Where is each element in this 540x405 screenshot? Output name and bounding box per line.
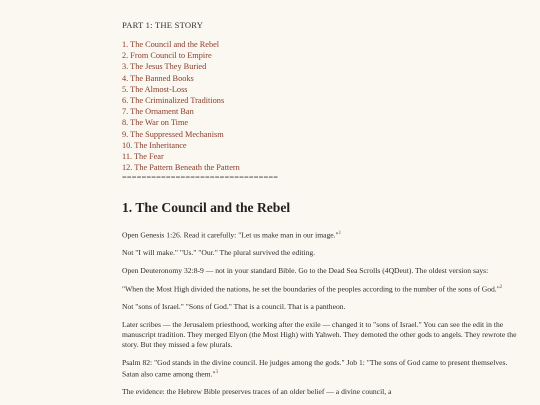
paragraph-text: Open Deuteronomy 32:8-9 — not in your standard Bible. Go to the Dead Sea Scrolls (4QDeut). The oldest version says: [122,265,489,275]
paragraph [122,302,522,312]
paragraph [122,358,522,380]
toc-item[interactable] [122,140,522,151]
toc-item[interactable] [122,151,522,162]
divider-rule: ================================ [122,173,279,183]
toc-item[interactable] [122,84,522,95]
toc-item[interactable] [122,95,522,106]
toc-item[interactable] [122,117,522,128]
paragraph [122,266,522,276]
toc-item[interactable] [122,129,522,140]
paragraph-text: The evidence: the Hebrew Bible preserves traces of an older belief — a divine council, a [122,387,392,397]
paragraph [122,283,522,295]
toc-link[interactable]: 2. From Council to Empire [122,51,212,61]
toc-link[interactable]: 8. The War on Time [122,118,189,128]
toc-item[interactable] [122,162,522,173]
toc-item[interactable] [122,39,522,50]
paragraph [122,320,522,351]
toc-item[interactable] [122,106,522,117]
paragraph-text: Later scribes — the Jerusalem priesthood, working after the exile — changed it to "sons of Israel." You can see the edit in the manuscript tradition. They merged Elyon (the Most High) with Yahweh. They demoted the other gods to angels. They rewrote the story. But they missed a few plurals. [122,319,517,350]
section-heading: 1. The Council and the Rebel [122,200,291,216]
paragraph-text: Not "sons of Israel." "Sons of God." That is a council. That is a pantheon. [122,302,346,312]
toc-link[interactable]: 12. The Pattern Beneath the Pattern [122,163,240,173]
paragraph [122,229,522,241]
toc-item[interactable] [122,61,522,72]
footnote-marker[interactable]: 3 [215,370,219,376]
toc-link[interactable]: 4. The Banned Books [122,73,194,83]
toc-item[interactable] [122,50,522,61]
toc-link[interactable]: 10. The Inheritance [122,140,187,150]
footnote-marker[interactable]: 2 [499,285,503,291]
paragraph-text: Psalm 82: "God stands in the divine council. He judges among the gods." Job 1: "The sons of God came to present themselves. Satan also came among them." [122,357,508,379]
toc-link[interactable]: 5. The Almost-Loss [122,84,188,94]
toc-link[interactable]: 9. The Suppressed Mechanism [122,129,224,139]
part-title: PART 1: THE STORY [122,20,204,30]
paragraph [122,248,522,258]
paragraph-text: Not "I will make." "Us." "Our." The plural survived the editing. [122,248,316,258]
paragraph-text: "When the Most High divided the nations, he set the boundaries of the peoples according to the number of the sons of God." [122,284,500,294]
toc-link[interactable]: 6. The Criminalized Traditions [122,96,225,106]
paragraph-text: Open Genesis 1:26. Read it carefully: "Let us make man in our image." [122,230,339,240]
toc-link[interactable]: 7. The Ornament Ban [122,107,194,117]
toc-link[interactable]: 11. The Fear [122,152,164,162]
table-of-contents [122,39,522,173]
toc-link[interactable]: 3. The Jesus They Buried [122,62,207,72]
footnote-marker[interactable]: 1 [338,231,342,237]
document-page [122,14,522,405]
toc-link[interactable]: 1. The Council and the Rebel [122,40,220,49]
toc-item[interactable] [122,73,522,84]
paragraph [122,387,522,397]
